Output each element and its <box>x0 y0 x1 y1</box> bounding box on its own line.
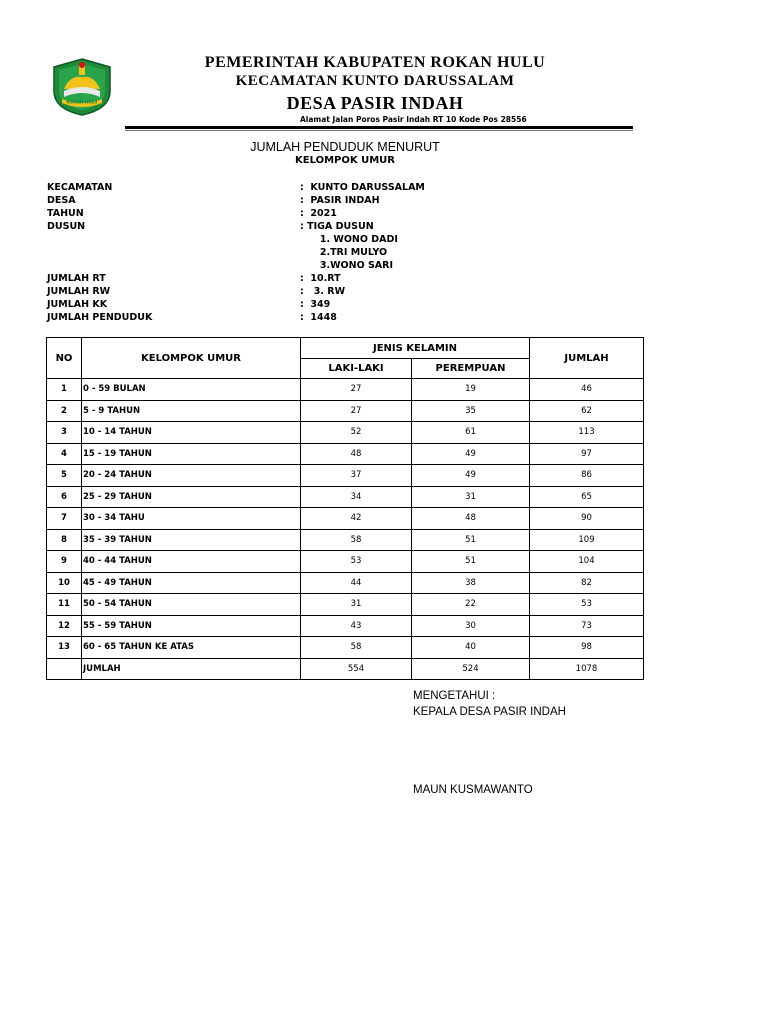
cell-kelompok: 55 - 59 TAHUN <box>82 615 301 637</box>
cell-perempuan: 22 <box>412 594 530 616</box>
cell-jumlah: 1078 <box>530 658 644 680</box>
info-value-dusun-3: 3.WONO SARI <box>300 260 393 271</box>
cell-perempuan: 49 <box>412 443 530 465</box>
info-value-kecamatan: : KUNTO DARUSSALAM <box>300 182 425 193</box>
cell-kelompok: 25 - 29 TAHUN <box>82 486 301 508</box>
header-government: PEMERINTAH KABUPATEN ROKAN HULU <box>204 54 546 71</box>
header-no: NO <box>47 338 82 379</box>
table-row <box>47 529 644 551</box>
signature-title: KEPALA DESA PASIR INDAH <box>413 706 566 718</box>
cell-kelompok: 40 - 44 TAHUN <box>82 551 301 573</box>
cell-no: 10 <box>47 572 82 594</box>
header-jumlah: JUMLAH <box>530 338 644 379</box>
info-label-penduduk: JUMLAH PENDUDUK <box>47 312 153 323</box>
info-value-dusun: : TIGA DUSUN <box>300 221 374 232</box>
cell-perempuan: 31 <box>412 486 530 508</box>
cell-no: 7 <box>47 508 82 530</box>
cell-laki: 554 <box>301 658 412 680</box>
cell-perempuan: 51 <box>412 551 530 573</box>
cell-perempuan: 35 <box>412 400 530 422</box>
cell-jumlah: 82 <box>530 572 644 594</box>
table-row <box>47 465 644 487</box>
info-label-desa: DESA <box>47 195 76 206</box>
cell-no: 8 <box>47 529 82 551</box>
cell-no: 3 <box>47 422 82 444</box>
table-body <box>47 379 644 680</box>
cell-laki: 37 <box>301 465 412 487</box>
info-value-tahun: : 2021 <box>300 208 337 219</box>
cell-no: 1 <box>47 379 82 401</box>
cell-jumlah: 65 <box>530 486 644 508</box>
table-row <box>47 637 644 659</box>
cell-laki: 27 <box>301 379 412 401</box>
cell-laki: 58 <box>301 529 412 551</box>
cell-jumlah: 104 <box>530 551 644 573</box>
population-table <box>46 337 644 680</box>
cell-perempuan: 30 <box>412 615 530 637</box>
info-label-kk: JUMLAH KK <box>47 299 108 310</box>
cell-perempuan: 61 <box>412 422 530 444</box>
cell-kelompok: 30 - 34 TAHU <box>82 508 301 530</box>
document-subtitle: KELOMPOK UMUR <box>295 155 395 166</box>
info-value-kk: : 349 <box>300 299 331 310</box>
regency-logo <box>50 57 114 117</box>
info-label-rw: JUMLAH RW <box>47 286 111 297</box>
header-address: Alamat Jalan Poros Pasir Indah RT 10 Kode Pos 28556 <box>300 115 527 124</box>
cell-kelompok: 5 - 9 TAHUN <box>82 400 301 422</box>
header-village: DESA PASIR INDAH <box>286 93 464 113</box>
cell-laki: 31 <box>301 594 412 616</box>
cell-jumlah: 97 <box>530 443 644 465</box>
document-title: JUMLAH PENDUDUK MENURUT <box>250 140 440 154</box>
table-row <box>47 400 644 422</box>
cell-jumlah: 86 <box>530 465 644 487</box>
cell-no: 2 <box>47 400 82 422</box>
cell-laki: 34 <box>301 486 412 508</box>
cell-no: 12 <box>47 615 82 637</box>
table-total-row <box>47 658 644 680</box>
signature-acknowledge: MENGETAHUI : <box>413 690 496 702</box>
cell-laki: 52 <box>301 422 412 444</box>
info-value-rw: : 3. RW <box>300 286 346 297</box>
signature-name: MAUN KUSMAWANTO <box>413 784 533 796</box>
cell-kelompok: 35 - 39 TAHUN <box>82 529 301 551</box>
table-row <box>47 379 644 401</box>
cell-jumlah: 53 <box>530 594 644 616</box>
cell-perempuan: 38 <box>412 572 530 594</box>
table-row <box>47 551 644 573</box>
table-row <box>47 615 644 637</box>
cell-kelompok: JUMLAH <box>82 658 301 680</box>
info-label-tahun: TAHUN <box>47 208 84 219</box>
cell-perempuan: 524 <box>412 658 530 680</box>
info-label-dusun: DUSUN <box>47 221 86 232</box>
header-jenis-kelamin: JENIS KELAMIN <box>301 338 530 359</box>
info-value-dusun-1: 1. WONO DADI <box>300 234 398 245</box>
table-row <box>47 486 644 508</box>
cell-no: 13 <box>47 637 82 659</box>
cell-kelompok: 50 - 54 TAHUN <box>82 594 301 616</box>
cell-laki: 58 <box>301 637 412 659</box>
cell-no: 4 <box>47 443 82 465</box>
cell-no: 6 <box>47 486 82 508</box>
cell-perempuan: 49 <box>412 465 530 487</box>
table-row <box>47 594 644 616</box>
cell-perempuan: 19 <box>412 379 530 401</box>
logo-text: ROKAN HULU <box>66 99 98 105</box>
header-kelompok-umur: KELOMPOK UMUR <box>82 338 301 379</box>
cell-jumlah: 46 <box>530 379 644 401</box>
cell-perempuan: 40 <box>412 637 530 659</box>
cell-laki: 43 <box>301 615 412 637</box>
cell-no <box>47 658 82 680</box>
cell-jumlah: 113 <box>530 422 644 444</box>
cell-no: 9 <box>47 551 82 573</box>
header-rule-thin <box>125 130 633 131</box>
table-row <box>47 508 644 530</box>
cell-kelompok: 0 - 59 BULAN <box>82 379 301 401</box>
table-row <box>47 572 644 594</box>
table-row <box>47 422 644 444</box>
cell-kelompok: 45 - 49 TAHUN <box>82 572 301 594</box>
info-value-desa: : PASIR INDAH <box>300 195 380 206</box>
table-row <box>47 443 644 465</box>
info-label-kecamatan: KECAMATAN <box>47 182 113 193</box>
cell-kelompok: 15 - 19 TAHUN <box>82 443 301 465</box>
cell-laki: 27 <box>301 400 412 422</box>
info-value-penduduk: : 1448 <box>300 312 337 323</box>
cell-no: 11 <box>47 594 82 616</box>
cell-no: 5 <box>47 465 82 487</box>
header-rule <box>125 126 633 129</box>
cell-kelompok: 10 - 14 TAHUN <box>82 422 301 444</box>
header-laki-laki: LAKI-LAKI <box>301 359 412 379</box>
cell-laki: 42 <box>301 508 412 530</box>
cell-kelompok: 20 - 24 TAHUN <box>82 465 301 487</box>
cell-jumlah: 62 <box>530 400 644 422</box>
cell-perempuan: 51 <box>412 529 530 551</box>
header-district: KECAMATAN KUNTO DARUSSALAM <box>235 73 515 89</box>
cell-jumlah: 73 <box>530 615 644 637</box>
header-perempuan: PEREMPUAN <box>412 359 530 379</box>
cell-laki: 53 <box>301 551 412 573</box>
cell-laki: 48 <box>301 443 412 465</box>
cell-jumlah: 98 <box>530 637 644 659</box>
info-value-rt: : 10.RT <box>300 273 341 284</box>
cell-laki: 44 <box>301 572 412 594</box>
info-label-rt: JUMLAH RT <box>47 273 106 284</box>
cell-jumlah: 90 <box>530 508 644 530</box>
cell-kelompok: 60 - 65 TAHUN KE ATAS <box>82 637 301 659</box>
info-value-dusun-2: 2.TRI MULYO <box>300 247 388 258</box>
cell-perempuan: 48 <box>412 508 530 530</box>
cell-jumlah: 109 <box>530 529 644 551</box>
